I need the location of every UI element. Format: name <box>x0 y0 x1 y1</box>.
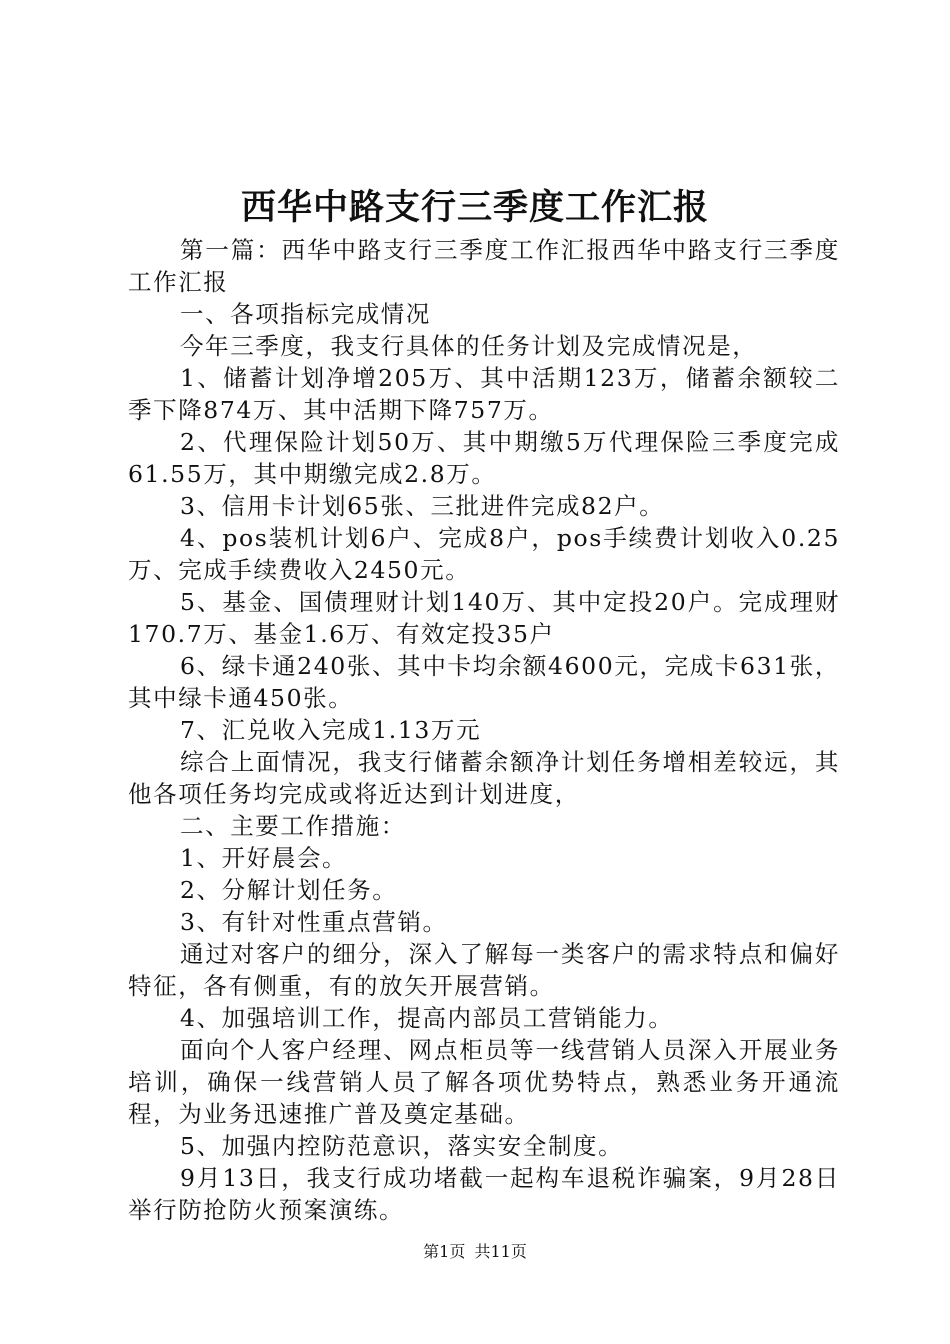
list-item: 3、有针对性重点营销。 <box>180 908 448 936</box>
list-item: 3、信用卡计划65张、三批进件完成82户。 <box>180 492 665 520</box>
document-title: 西华中路支行三季度工作汇报 <box>240 187 709 228</box>
list-item: 6、绿卡通240张、其中卡均余额4600元，完成卡631张，其中绿卡通450张。 <box>128 652 840 712</box>
list-item: 2、分解计划任务。 <box>180 876 398 904</box>
section-heading: 二、主要工作措施： <box>180 812 406 840</box>
page-footer <box>0 1240 950 1264</box>
paragraph: 面向个人客户经理、网点柜员等一线营销人员深入开展业务培训，确保一线营销人员了解各项优势特点，熟悉业务开通流程，为业务迅速推广普及奠定基础。 <box>128 1036 840 1128</box>
paragraph: 通过对客户的细分，深入了解每一类客户的需求特点和偏好特征，各有侧重，有的放矢开展营销。 <box>128 940 840 1000</box>
paragraph: 综合上面情况，我支行储蓄余额净计划任务增相差较远，其他各项任务均完成或将近达到计划进度， <box>128 748 840 808</box>
list-item: 2、代理保险计划50万、其中期缴5万代理保险三季度完成61.55万，其中期缴完成2.8万。 <box>128 428 840 488</box>
page-total: 共11页 <box>474 1242 527 1261</box>
list-item: 5、加强内控防范意识，落实安全制度。 <box>180 1132 624 1160</box>
paragraph: 今年三季度，我支行具体的任务计划及完成情况是， <box>180 332 758 360</box>
list-item: 4、pos装机计划6户、完成8户，pos手续费计划收入0.25万、完成手续费收入2450元。 <box>128 524 840 584</box>
list-item: 4、加强培训工作，提高内部员工营销能力。 <box>180 1004 674 1032</box>
list-item: 1、开好晨会。 <box>180 844 348 872</box>
paragraph: 9月13日，我支行成功堵截一起构车退税诈骗案，9月28日举行防抢防火预案演练。 <box>128 1164 840 1224</box>
list-item: 7、汇兑收入完成1.13万元 <box>180 716 482 744</box>
page-number: 第1页 <box>423 1242 466 1261</box>
document-body <box>128 234 840 1226</box>
list-item: 5、基金、国债理财计划140万、其中定投20户。完成理财170.7万、基金1.6万、有效定投35户 <box>128 588 840 648</box>
section-heading: 一、各项指标完成情况 <box>180 300 431 328</box>
list-item: 1、储蓄计划净增205万、其中活期123万，储蓄余额较二季下降874万、其中活期下降757万。 <box>128 364 840 424</box>
paragraph: 第一篇：西华中路支行三季度工作汇报西华中路支行三季度工作汇报 <box>128 236 840 296</box>
